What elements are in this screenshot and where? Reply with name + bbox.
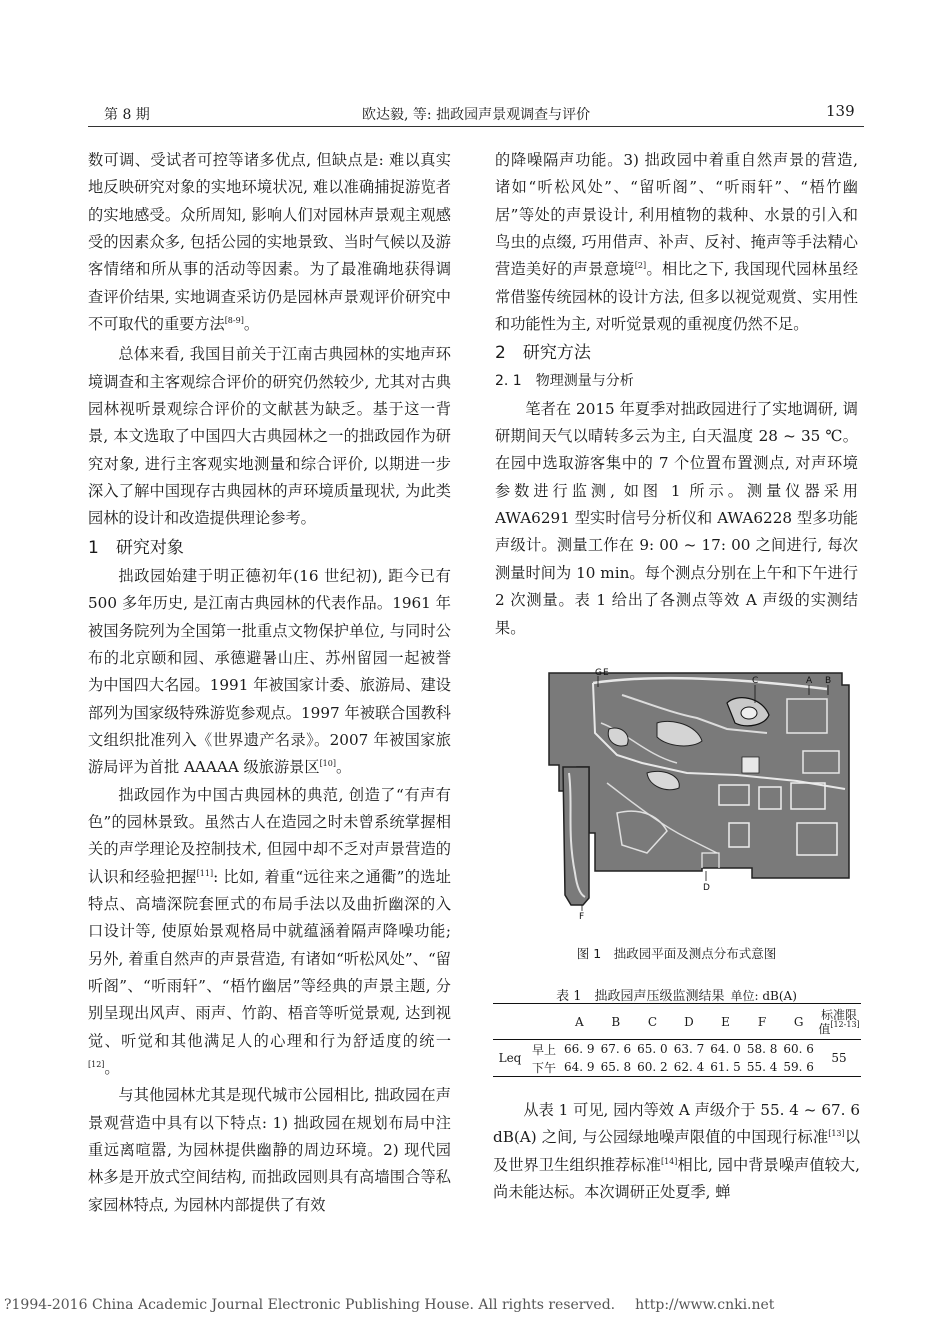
table-caption [495, 985, 858, 1004]
table-row [493, 1058, 861, 1077]
row-label: 早上 [531, 1042, 556, 1057]
header-rule [88, 126, 864, 127]
paragraph-text: 。相比之下, 我国现代园林虽经常借鉴传统园林的设计方法, 但多以视觉观赏、实用性和功能性为主, 对听觉景观的重视度仍然不足。 [495, 260, 859, 334]
point-label-d: D [703, 883, 710, 893]
citation: [10] [319, 759, 336, 769]
row-label: 下午 [531, 1060, 556, 1075]
paragraph-text: 。 [335, 758, 352, 777]
footer-url: http://www.cnki.net [635, 1297, 775, 1313]
paragraph [495, 147, 858, 338]
table-cell: 55. 4 [746, 1060, 778, 1074]
table-title: 表 1 拙政园声压级监测结果 [556, 989, 725, 1004]
citation: [12-13] [830, 1019, 860, 1029]
table-cell: 65. 8 [600, 1060, 632, 1074]
citation: [8-9] [224, 316, 244, 326]
paragraph: 与其他园林尤其是现代城市公园相比, 拙政园在声景观营造中具有以下特点: 1) 拙政园在规划布局中注重远离喧嚣, 为园林提供幽静的周边环境。2) 现代园林多是开放式空间结构, 而拙政园则具有高墙围合等私家园林特点, 为园林内部提供了有效 [88, 1086, 451, 1214]
paragraph-text: 的降噪隔声功能。3) 拙政园中着重自然声景的营造, 诸如“听松风处”、“留听阁”、“听雨轩”、“梧竹幽居”等处的声景设计, 利用植物的栽种、水景的引入和鸟虫的点缀, 巧用借声、补声、反衬、掩声等手法精心营造美好的声景意境 [495, 151, 858, 279]
post-table-paragraph [493, 1097, 860, 1206]
table-cell: 60. 6 [783, 1042, 814, 1056]
citation: [12] [88, 1060, 105, 1069]
table-cell: 62. 4 [673, 1060, 705, 1074]
row-group-label: Leq [498, 1051, 522, 1065]
paragraph-text: 以及世界卫生组织推荐标准 [493, 1128, 861, 1174]
table-header-cell: E [707, 1004, 744, 1040]
point-label-f: F [579, 912, 585, 922]
table-header-row [493, 1004, 861, 1040]
paragraph [493, 1097, 860, 1206]
table-header-cell: A [561, 1004, 598, 1040]
table-cell: 61. 5 [710, 1060, 741, 1074]
table-cell: 64. 0 [710, 1042, 741, 1056]
table-cell: 63. 7 [673, 1042, 705, 1056]
paragraph [88, 147, 451, 338]
citation: [2] [634, 261, 647, 271]
paragraph [88, 782, 451, 1083]
table-header-cell: D [671, 1004, 708, 1040]
table-header-cell [527, 1004, 561, 1040]
paragraph: 笔者在 2015 年夏季对拙政园进行了实地调研, 调研期间天气以晴转多云为主, 白天温度 28 ~ 35 ℃。在园中选取游客集中的 7 个位置布置测点, 对声环境参数进行监测, 如图 1 所示。测量仪器采用 AWA6291 型实时信号分析仪和 AWA6228 型多功能声级计。测量工作在 9: 00 ~ 17: 00 之间进行, 每次测量时间为 10 min。每个测点分别在上午和下午进行 2 次测量。表 1 给出了各测点等效 A 声级的实测结果。 [495, 399, 858, 637]
right-column [495, 147, 858, 642]
table-header-cell [493, 1004, 527, 1040]
running-title: 欧达毅, 等: 拙政园声景观调查与评价 [362, 107, 591, 123]
table-cell: 67. 6 [600, 1042, 632, 1056]
citation: [14] [660, 1156, 678, 1166]
garden-plan-figure [497, 663, 854, 935]
table-header-cell: C [634, 1004, 671, 1040]
point-label-b: B [825, 676, 832, 686]
paragraph-text: 从表 1 可见, 园内等效 A 声级介于 55. 4 ~ 67. 6 dB(A) 之间, 与公园绿地噪声限值的中国现行标准 [493, 1101, 860, 1147]
garden-plan-drawing [549, 673, 849, 905]
table-header-cell: F [744, 1004, 781, 1040]
paragraph: 总体来看, 我国目前关于江南古典园林的实地声环境调查和主客观综合评价的研究仍然较少, 尤其对古典园林视听景观综合评价的文献甚为缺乏。基于这一背景, 本文选取了中国四大古典园林之一的拙政园作为研究对象, 进行主客观实地测量和综合评价, 以期进一步深入了解中国现存古典园林的声环境质量现状, 为此类园林的设计和改造提供理论参考。 [88, 345, 451, 528]
standard-value: 55 [831, 1051, 847, 1065]
left-column [88, 147, 451, 1219]
table-unit: 单位: dB(A) [730, 989, 797, 1003]
table-header-cell [817, 1004, 861, 1040]
paragraph-text: 拙政园作为中国古典园林的典范, 创造了“有声有色”的园林景致。虽然古人在造园之时未曾系统掌握相关的声学理论及控制技术, 但园中却不乏对声景营造的认识和经验把握 [88, 785, 451, 886]
paragraph-text: 数可调、受试者可控等诸多优点, 但缺点是: 难以真实地反映研究对象的实地环境状况, 难以准确捕捉游览者的实地感受。众所周知, 影响人们对园林声景观主观感受的因素众多, 包括公园的实地景致、当时气候以及游客情绪和所从事的活动等因素。为了最准确地获得调查评价结果, 实地调查采访仍是园林声景观评价研究中不可取代的重要方法 [88, 151, 451, 334]
copyright-footer [4, 1297, 774, 1313]
paragraph-text: 。 [104, 1059, 120, 1077]
paragraph [88, 563, 451, 782]
noise-level-table [493, 1003, 861, 1077]
page-number: 139 [826, 102, 855, 120]
point-label-a: A [806, 676, 813, 686]
table-cell: 64. 9 [564, 1060, 595, 1074]
issue-number: 第 8 期 [104, 107, 150, 123]
citation: [13] [828, 1129, 845, 1139]
point-label-e: E [603, 668, 609, 678]
subsection-heading: 2. 1 物理测量与分析 [495, 373, 634, 390]
paragraph-text: 拙政园始建于明正德初年(16 世纪初), 距今已有 500 多年历史, 是江南古典园林的代表作品。1961 年被国务院列为全国第一批重点文物保护单位, 与同时公布的北京颐和园、承德避暑山庄、苏州留园一起被誉为中国四大名园。1991 年被国家计委、旅游局、建设部列为国家级特殊游览参观点。1997 年被联合国教科文组织批准列入《世界遗产名录》。2007 年被国家旅游局评为首批 AAAAA 级旅游景区 [88, 566, 451, 777]
table-cell: 58. 8 [746, 1042, 778, 1056]
table-header-cell: G [780, 1004, 817, 1040]
table-cell: 65. 0 [637, 1042, 668, 1056]
table-header-cell: B [598, 1004, 635, 1040]
standard-header: 标准限值 [818, 1007, 857, 1036]
table-row [493, 1040, 861, 1059]
section-heading: 2 研究方法 [495, 343, 591, 364]
point-label-c: C [752, 676, 759, 686]
table-cell: 59. 6 [783, 1060, 814, 1074]
table-cell: 66. 9 [564, 1042, 595, 1056]
paragraph-text: 。 [243, 315, 259, 334]
copyright-text: ?1994-2016 China Academic Journal Electronic Publishing House. All rights reserved. [4, 1297, 616, 1313]
point-label-g: G [595, 668, 602, 678]
figure-caption: 图 1 拙政园平面及测点分布式意图 [576, 946, 777, 961]
citation: [11] [196, 868, 214, 878]
table-cell: 60. 2 [637, 1060, 668, 1074]
paragraph-text: 相比, 园中背景噪声值较大, 尚未能达标。本次调研正处夏季, 蝉 [493, 1155, 861, 1201]
section-heading: 1 研究对象 [88, 537, 184, 558]
paragraph-text: : 比如, 着重“远往来之通衢”的选址特点、高墙深院套匣式的布局手法以及曲折幽深的入口设计等, 使原始景观格局中就蕴涵着隔声降噪功能; 另外, 着重自然声的声景营造, 有诸如“听松风处”、“留听阁”、“听雨轩”、“梧竹幽居”等经典的声景主题, 分别呈现出风声、雨声、竹韵、梧音等听觉景观, 达到视觉、听觉和其他满足人的心理和行为舒适度的统一 [88, 867, 451, 1050]
